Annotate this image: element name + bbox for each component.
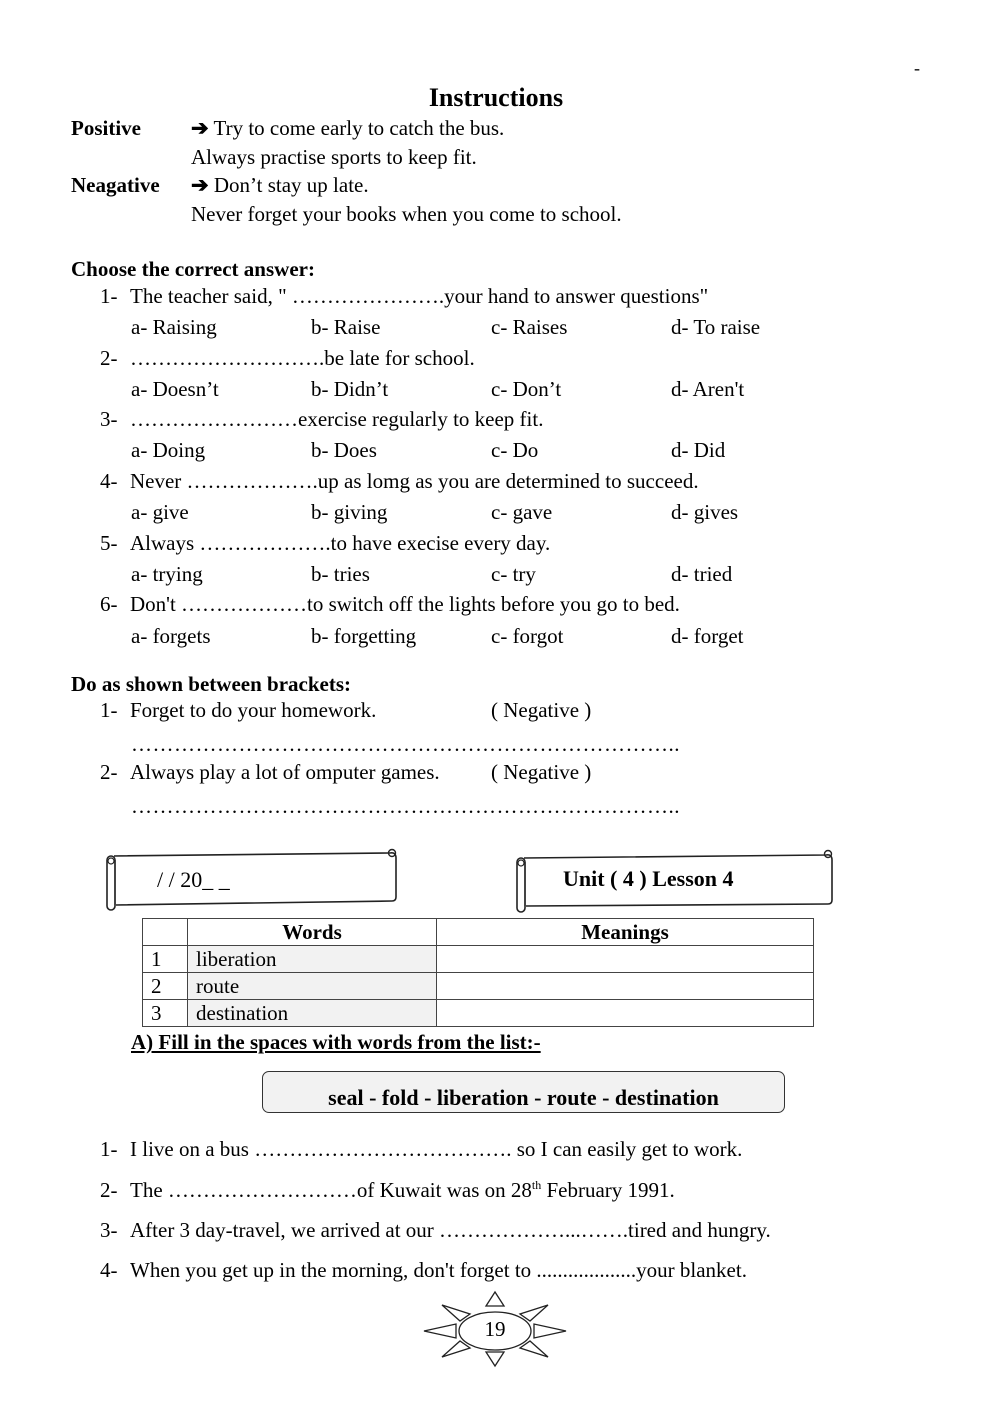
option-3c[interactable]: c- Do [491, 438, 539, 462]
negative-line-2: Never forget your books when you come to school. [191, 202, 622, 226]
fill-sentence-2: 2- The ………………………of Kuwait was on 28th February 1991. [100, 1178, 675, 1202]
date-banner [104, 848, 400, 914]
question-1: 1- The teacher said, " ………………….your hand to answer questions" [100, 284, 709, 308]
bracket-tag-1: ( Negative ) [491, 698, 592, 722]
option-6a[interactable]: a- forgets [131, 624, 211, 648]
question-2: 2- ……………………….be late for school. [100, 346, 475, 370]
fill-sentence-3: 3- After 3 day-travel, we arrived at our ………………...…….tired and hungry. [100, 1218, 771, 1242]
option-6b[interactable]: b- forgetting [311, 624, 417, 648]
positive-label: Positive [71, 116, 141, 140]
scroll-banner-icon [104, 848, 400, 914]
question-6: 6- Don't ………………to switch off the lights before you go to bed. [100, 592, 680, 616]
answer-line-2[interactable]: ………………………………………………………………….. [131, 794, 680, 818]
header-meanings: Meanings [437, 919, 814, 946]
row-meaning[interactable] [437, 1000, 814, 1027]
vocabulary-table [142, 918, 814, 1027]
option-5c[interactable]: c- try [491, 562, 536, 586]
negative-line-1: ➔ Don’t stay up late. [191, 173, 369, 197]
page-number-badge [420, 1288, 570, 1368]
row-meaning[interactable] [437, 973, 814, 1000]
option-5d[interactable]: d- tried [671, 562, 733, 586]
question-3: 3- ……………………exercise regularly to keep fit. [100, 407, 544, 431]
table-header-row [143, 919, 814, 946]
option-2a[interactable]: a- Doesn’t [131, 377, 219, 401]
bracket-item-2: 2- Always play a lot of omputer games. [100, 760, 440, 784]
bracket-item-1: 1- Forget to do your homework. [100, 698, 377, 722]
row-meaning[interactable] [437, 946, 814, 973]
header-words: Words [188, 919, 437, 946]
option-6d[interactable]: d- forget [671, 624, 744, 648]
option-1d[interactable]: d- To raise [671, 315, 761, 339]
option-2d[interactable]: d- Aren't [671, 377, 745, 401]
option-3a[interactable]: a- Doing [131, 438, 206, 462]
negative-label: Neagative [71, 173, 160, 197]
unit-lesson-title: Unit ( 4 ) Lesson 4 [563, 866, 734, 891]
choose-heading: Choose the correct answer: [71, 257, 315, 281]
option-4d[interactable]: d- gives [671, 500, 739, 524]
table-row [143, 1000, 814, 1027]
row-number: 1 [143, 946, 188, 973]
row-word: route [188, 973, 437, 1000]
table-row [143, 973, 814, 1000]
question-5: 5- Always ……………….to have execise every day. [100, 531, 551, 555]
arrow-right-icon: ➔ [191, 173, 209, 197]
row-number: 3 [143, 1000, 188, 1027]
positive-line-1: ➔ Try to come early to catch the bus. [191, 116, 505, 140]
option-2c[interactable]: c- Don’t [491, 377, 562, 401]
page-title: Instructions [428, 83, 564, 112]
fill-sentence-4: 4- When you get up in the morning, don't forget to ...................your blanket. [100, 1258, 747, 1282]
option-4b[interactable]: b- giving [311, 500, 388, 524]
row-word: destination [188, 1000, 437, 1027]
arrow-right-icon: ➔ [191, 116, 209, 140]
option-6c[interactable]: c- forgot [491, 624, 564, 648]
option-5b[interactable]: b- tries [311, 562, 370, 586]
row-word: liberation [188, 946, 437, 973]
option-5a[interactable]: a- trying [131, 562, 203, 586]
option-1c[interactable]: c- Raises [491, 315, 568, 339]
unit-banner [514, 848, 836, 916]
bracket-tag-2: ( Negative ) [491, 760, 592, 784]
option-3b[interactable]: b- Does [311, 438, 377, 462]
word-list-box: seal - fold - liberation - route - destination [262, 1071, 785, 1113]
brackets-heading: Do as shown between brackets: [71, 672, 351, 696]
option-2b[interactable]: b- Didn’t [311, 377, 389, 401]
table-row [143, 946, 814, 973]
date-field[interactable]: / / 20_ _ [157, 867, 230, 892]
header-number [143, 919, 188, 946]
fill-sentence-1: 1- I live on a bus ………………………………. so I can easily get to work. [100, 1137, 743, 1161]
option-4c[interactable]: c- gave [491, 500, 553, 524]
question-4: 4- Never ……………….up as lomg as you are determined to succeed. [100, 469, 699, 493]
option-4a[interactable]: a- give [131, 500, 189, 524]
page-number: 19 [484, 1317, 506, 1341]
fill-heading: A) Fill in the spaces with words from the list:- [131, 1030, 541, 1054]
corner-mark: - [914, 58, 920, 78]
answer-line-1[interactable]: ………………………………………………………………….. [131, 732, 680, 756]
option-1b[interactable]: b- Raise [311, 315, 381, 339]
positive-line-2: Always practise sports to keep fit. [191, 145, 477, 169]
row-number: 2 [143, 973, 188, 1000]
option-3d[interactable]: d- Did [671, 438, 726, 462]
option-1a[interactable]: a- Raising [131, 315, 217, 339]
